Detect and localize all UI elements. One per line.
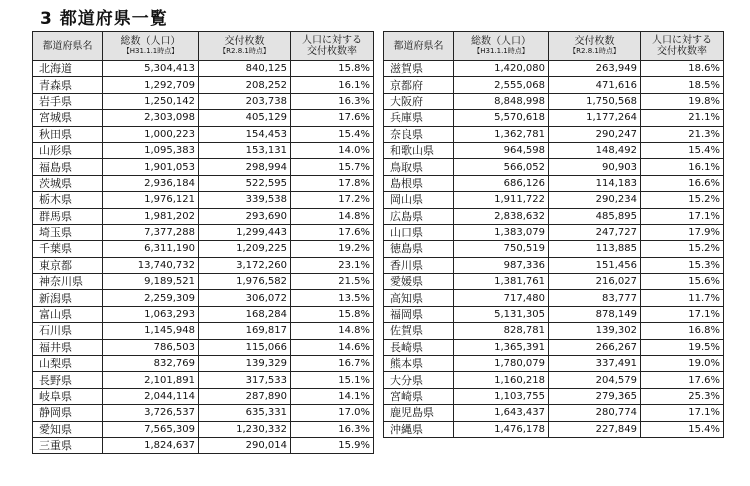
- cell-prefecture: 秋田県: [33, 126, 103, 142]
- cell-rate: 16.8%: [641, 323, 724, 339]
- table-row: [384, 372, 724, 388]
- cell-rate: 13.5%: [291, 290, 374, 306]
- table-row: [33, 241, 374, 257]
- table-row: [384, 224, 724, 240]
- cell-issued: 83,777: [549, 290, 641, 306]
- table-row: [33, 77, 374, 93]
- table-row: [33, 61, 374, 77]
- cell-population: 8,848,998: [454, 93, 549, 109]
- table-row: [33, 356, 374, 372]
- cell-rate: 16.3%: [291, 421, 374, 437]
- page-title: 3 都道府県一覧: [40, 9, 168, 29]
- cell-prefecture: 千葉県: [33, 241, 103, 257]
- prefecture-table-right: [383, 31, 724, 438]
- cell-prefecture: 岩手県: [33, 93, 103, 109]
- table-row: [384, 388, 724, 404]
- header-issued: [199, 32, 291, 61]
- cell-issued: 266,267: [549, 339, 641, 355]
- cell-rate: 16.1%: [291, 77, 374, 93]
- cell-rate: 18.5%: [641, 77, 724, 93]
- table-row: [384, 192, 724, 208]
- cell-prefecture: 和歌山県: [384, 142, 454, 158]
- cell-issued: 290,247: [549, 126, 641, 142]
- cell-rate: 17.1%: [641, 405, 724, 421]
- cell-population: 2,936,184: [103, 175, 199, 191]
- cell-prefecture: 宮崎県: [384, 388, 454, 404]
- cell-rate: 18.6%: [641, 61, 724, 77]
- cell-prefecture: 長野県: [33, 372, 103, 388]
- cell-issued: 113,885: [549, 241, 641, 257]
- table-row: [384, 290, 724, 306]
- cell-rate: 17.2%: [291, 192, 374, 208]
- cell-issued: 290,014: [199, 437, 291, 453]
- table-row: [384, 257, 724, 273]
- table-row: [384, 110, 724, 126]
- cell-population: 1,381,761: [454, 274, 549, 290]
- cell-rate: 25.3%: [641, 388, 724, 404]
- cell-prefecture: 茨城県: [33, 175, 103, 191]
- table-row: [33, 339, 374, 355]
- cell-prefecture: 兵庫県: [384, 110, 454, 126]
- header-prefecture: 都道府県名: [384, 32, 454, 61]
- table-row: [33, 208, 374, 224]
- table-header-row: [384, 32, 724, 61]
- cell-issued: 148,492: [549, 142, 641, 158]
- cell-issued: 1,976,582: [199, 274, 291, 290]
- cell-population: 9,189,521: [103, 274, 199, 290]
- cell-prefecture: 栃木県: [33, 192, 103, 208]
- cell-rate: 15.8%: [291, 61, 374, 77]
- cell-issued: 115,066: [199, 339, 291, 355]
- cell-population: 1,901,053: [103, 159, 199, 175]
- cell-population: 964,598: [454, 142, 549, 158]
- header-rate: [641, 32, 724, 61]
- cell-population: 1,063,293: [103, 306, 199, 322]
- cell-rate: 21.5%: [291, 274, 374, 290]
- header-prefecture: 都道府県名: [33, 32, 103, 61]
- cell-population: 1,824,637: [103, 437, 199, 453]
- cell-issued: 293,690: [199, 208, 291, 224]
- cell-prefecture: 福井県: [33, 339, 103, 355]
- cell-population: 987,336: [454, 257, 549, 273]
- cell-rate: 17.6%: [291, 224, 374, 240]
- cell-rate: 15.3%: [641, 257, 724, 273]
- cell-issued: 405,129: [199, 110, 291, 126]
- cell-prefecture: 鹿児島県: [384, 405, 454, 421]
- cell-issued: 878,149: [549, 306, 641, 322]
- cell-prefecture: 高知県: [384, 290, 454, 306]
- cell-issued: 1,177,264: [549, 110, 641, 126]
- cell-population: 828,781: [454, 323, 549, 339]
- table-row: [33, 159, 374, 175]
- cell-rate: 15.4%: [641, 142, 724, 158]
- cell-population: 5,570,618: [454, 110, 549, 126]
- header-population-date: 【H31.1.1時点】: [473, 47, 529, 55]
- cell-issued: 635,331: [199, 405, 291, 421]
- cell-issued: 208,252: [199, 77, 291, 93]
- cell-issued: 154,453: [199, 126, 291, 142]
- table-row: [33, 323, 374, 339]
- cell-rate: 21.1%: [641, 110, 724, 126]
- cell-prefecture: 沖縄県: [384, 421, 454, 437]
- cell-prefecture: 静岡県: [33, 405, 103, 421]
- cell-population: 1,160,218: [454, 372, 549, 388]
- cell-population: 717,480: [454, 290, 549, 306]
- cell-population: 1,103,755: [454, 388, 549, 404]
- cell-population: 1,365,391: [454, 339, 549, 355]
- cell-population: 1,095,383: [103, 142, 199, 158]
- table-row: [384, 77, 724, 93]
- cell-issued: 279,365: [549, 388, 641, 404]
- cell-issued: 139,329: [199, 356, 291, 372]
- cell-issued: 840,125: [199, 61, 291, 77]
- table-row: [33, 93, 374, 109]
- cell-prefecture: 北海道: [33, 61, 103, 77]
- cell-issued: 153,131: [199, 142, 291, 158]
- cell-issued: 1,299,443: [199, 224, 291, 240]
- table-row: [384, 142, 724, 158]
- table-row: [33, 437, 374, 453]
- cell-issued: 204,579: [549, 372, 641, 388]
- header-issued: [549, 32, 641, 61]
- table-row: [33, 224, 374, 240]
- cell-population: 1,383,079: [454, 224, 549, 240]
- cell-rate: 15.7%: [291, 159, 374, 175]
- header-population-date: 【H31.1.1時点】: [122, 47, 179, 55]
- cell-issued: 298,994: [199, 159, 291, 175]
- cell-issued: 1,230,332: [199, 421, 291, 437]
- cell-population: 1,145,948: [103, 323, 199, 339]
- table-row: [384, 241, 724, 257]
- table-row: [384, 323, 724, 339]
- cell-prefecture: 長崎県: [384, 339, 454, 355]
- cell-issued: 151,456: [549, 257, 641, 273]
- cell-prefecture: 群馬県: [33, 208, 103, 224]
- cell-population: 5,131,305: [454, 306, 549, 322]
- cell-prefecture: 山形県: [33, 142, 103, 158]
- cell-rate: 16.3%: [291, 93, 374, 109]
- table-row: [33, 110, 374, 126]
- table-row: [33, 388, 374, 404]
- cell-prefecture: 神奈川県: [33, 274, 103, 290]
- cell-issued: 247,727: [549, 224, 641, 240]
- cell-population: 832,769: [103, 356, 199, 372]
- cell-rate: 16.6%: [641, 175, 724, 191]
- table-row: [33, 142, 374, 158]
- table-row: [384, 356, 724, 372]
- cell-rate: 14.0%: [291, 142, 374, 158]
- cell-rate: 19.5%: [641, 339, 724, 355]
- cell-prefecture: 大分県: [384, 372, 454, 388]
- cell-issued: 263,949: [549, 61, 641, 77]
- table-row: [384, 405, 724, 421]
- cell-rate: 17.1%: [641, 306, 724, 322]
- cell-prefecture: 東京都: [33, 257, 103, 273]
- cell-prefecture: 石川県: [33, 323, 103, 339]
- cell-population: 1,976,121: [103, 192, 199, 208]
- cell-population: 1,420,080: [454, 61, 549, 77]
- cell-prefecture: 熊本県: [384, 356, 454, 372]
- cell-prefecture: 島根県: [384, 175, 454, 191]
- table-row: [33, 372, 374, 388]
- cell-population: 2,259,309: [103, 290, 199, 306]
- header-rate-line1: 人口に対する: [302, 35, 362, 46]
- cell-prefecture: 鳥取県: [384, 159, 454, 175]
- table-row: [33, 405, 374, 421]
- table-body-right: [384, 61, 724, 438]
- header-rate-line1: 人口に対する: [652, 35, 712, 46]
- cell-prefecture: 宮城県: [33, 110, 103, 126]
- cell-rate: 15.9%: [291, 437, 374, 453]
- cell-issued: 114,183: [549, 175, 641, 191]
- cell-prefecture: 福島県: [33, 159, 103, 175]
- table-row: [384, 339, 724, 355]
- cell-rate: 15.2%: [641, 192, 724, 208]
- table-header-row: [33, 32, 374, 61]
- table-row: [384, 126, 724, 142]
- cell-prefecture: 奈良県: [384, 126, 454, 142]
- table-row: [384, 159, 724, 175]
- cell-rate: 17.6%: [641, 372, 724, 388]
- cell-issued: 337,491: [549, 356, 641, 372]
- cell-prefecture: 愛知県: [33, 421, 103, 437]
- cell-prefecture: 福岡県: [384, 306, 454, 322]
- cell-issued: 169,817: [199, 323, 291, 339]
- cell-population: 1,476,178: [454, 421, 549, 437]
- prefecture-table-left: [32, 31, 374, 454]
- header-rate: [291, 32, 374, 61]
- cell-population: 5,304,413: [103, 61, 199, 77]
- table-row: [33, 175, 374, 191]
- cell-issued: 471,616: [549, 77, 641, 93]
- cell-population: 2,303,098: [103, 110, 199, 126]
- cell-issued: 1,209,225: [199, 241, 291, 257]
- cell-population: 2,555,068: [454, 77, 549, 93]
- cell-issued: 90,903: [549, 159, 641, 175]
- table-row: [33, 421, 374, 437]
- cell-rate: 15.4%: [291, 126, 374, 142]
- cell-prefecture: 大阪府: [384, 93, 454, 109]
- cell-issued: 227,849: [549, 421, 641, 437]
- header-rate-line2: 交付枚数率: [657, 46, 707, 57]
- cell-population: 1,250,142: [103, 93, 199, 109]
- header-issued-label: 交付枚数: [574, 36, 615, 47]
- cell-prefecture: 山梨県: [33, 356, 103, 372]
- cell-rate: 15.2%: [641, 241, 724, 257]
- table-row: [33, 290, 374, 306]
- cell-rate: 17.0%: [291, 405, 374, 421]
- cell-rate: 14.8%: [291, 208, 374, 224]
- cell-issued: 139,302: [549, 323, 641, 339]
- header-issued-date: 【R2.8.1時点】: [569, 47, 620, 55]
- cell-issued: 290,234: [549, 192, 641, 208]
- cell-population: 7,377,288: [103, 224, 199, 240]
- cell-prefecture: 富山県: [33, 306, 103, 322]
- cell-population: 1,780,079: [454, 356, 549, 372]
- cell-issued: 339,538: [199, 192, 291, 208]
- cell-rate: 23.1%: [291, 257, 374, 273]
- cell-issued: 485,895: [549, 208, 641, 224]
- cell-prefecture: 佐賀県: [384, 323, 454, 339]
- cell-rate: 15.4%: [641, 421, 724, 437]
- header-issued-date: 【R2.8.1時点】: [219, 47, 270, 55]
- cell-rate: 17.1%: [641, 208, 724, 224]
- cell-issued: 306,072: [199, 290, 291, 306]
- table-row: [384, 93, 724, 109]
- table-row: [33, 274, 374, 290]
- table-row: [384, 61, 724, 77]
- cell-prefecture: 青森県: [33, 77, 103, 93]
- header-population: [103, 32, 199, 61]
- cell-population: 786,503: [103, 339, 199, 355]
- table-row: [33, 126, 374, 142]
- cell-prefecture: 岐阜県: [33, 388, 103, 404]
- cell-population: 750,519: [454, 241, 549, 257]
- cell-prefecture: 京都府: [384, 77, 454, 93]
- cell-population: 2,044,114: [103, 388, 199, 404]
- header-issued-label: 交付枚数: [224, 36, 265, 47]
- cell-prefecture: 香川県: [384, 257, 454, 273]
- table-row: [33, 257, 374, 273]
- cell-prefecture: 山口県: [384, 224, 454, 240]
- header-population-label: 総数（人口）: [120, 36, 181, 47]
- cell-prefecture: 愛媛県: [384, 274, 454, 290]
- cell-rate: 15.8%: [291, 306, 374, 322]
- cell-rate: 19.2%: [291, 241, 374, 257]
- cell-prefecture: 広島県: [384, 208, 454, 224]
- cell-population: 1,362,781: [454, 126, 549, 142]
- cell-rate: 21.3%: [641, 126, 724, 142]
- cell-prefecture: 三重県: [33, 437, 103, 453]
- cell-prefecture: 徳島県: [384, 241, 454, 257]
- cell-population: 1,000,223: [103, 126, 199, 142]
- cell-rate: 11.7%: [641, 290, 724, 306]
- cell-issued: 3,172,260: [199, 257, 291, 273]
- cell-population: 1,643,437: [454, 405, 549, 421]
- cell-issued: 203,738: [199, 93, 291, 109]
- cell-issued: 522,595: [199, 175, 291, 191]
- cell-prefecture: 滋賀県: [384, 61, 454, 77]
- cell-rate: 17.6%: [291, 110, 374, 126]
- header-population-label: 総数（人口）: [471, 36, 531, 47]
- header-rate-line2: 交付枚数率: [307, 46, 357, 57]
- cell-population: 2,838,632: [454, 208, 549, 224]
- cell-prefecture: 新潟県: [33, 290, 103, 306]
- cell-prefecture: 岡山県: [384, 192, 454, 208]
- cell-rate: 19.8%: [641, 93, 724, 109]
- cell-rate: 19.0%: [641, 356, 724, 372]
- cell-rate: 14.8%: [291, 323, 374, 339]
- cell-population: 1,292,709: [103, 77, 199, 93]
- cell-prefecture: 埼玉県: [33, 224, 103, 240]
- cell-population: 686,126: [454, 175, 549, 191]
- cell-population: 7,565,309: [103, 421, 199, 437]
- cell-issued: 1,750,568: [549, 93, 641, 109]
- cell-rate: 16.7%: [291, 356, 374, 372]
- cell-issued: 287,890: [199, 388, 291, 404]
- cell-rate: 14.6%: [291, 339, 374, 355]
- cell-rate: 17.9%: [641, 224, 724, 240]
- table-row: [384, 175, 724, 191]
- cell-population: 3,726,537: [103, 405, 199, 421]
- table-body-left: [33, 61, 374, 454]
- table-row: [33, 192, 374, 208]
- table-row: [384, 421, 724, 437]
- cell-rate: 16.1%: [641, 159, 724, 175]
- table-row: [384, 306, 724, 322]
- cell-issued: 280,774: [549, 405, 641, 421]
- table-row: [384, 274, 724, 290]
- cell-rate: 15.6%: [641, 274, 724, 290]
- cell-issued: 216,027: [549, 274, 641, 290]
- cell-population: 13,740,732: [103, 257, 199, 273]
- cell-issued: 317,533: [199, 372, 291, 388]
- cell-population: 6,311,190: [103, 241, 199, 257]
- cell-population: 2,101,891: [103, 372, 199, 388]
- cell-rate: 15.1%: [291, 372, 374, 388]
- cell-population: 1,911,722: [454, 192, 549, 208]
- cell-issued: 168,284: [199, 306, 291, 322]
- cell-rate: 17.8%: [291, 175, 374, 191]
- cell-population: 566,052: [454, 159, 549, 175]
- cell-rate: 14.1%: [291, 388, 374, 404]
- cell-population: 1,981,202: [103, 208, 199, 224]
- table-row: [33, 306, 374, 322]
- header-population: [454, 32, 549, 61]
- table-row: [384, 208, 724, 224]
